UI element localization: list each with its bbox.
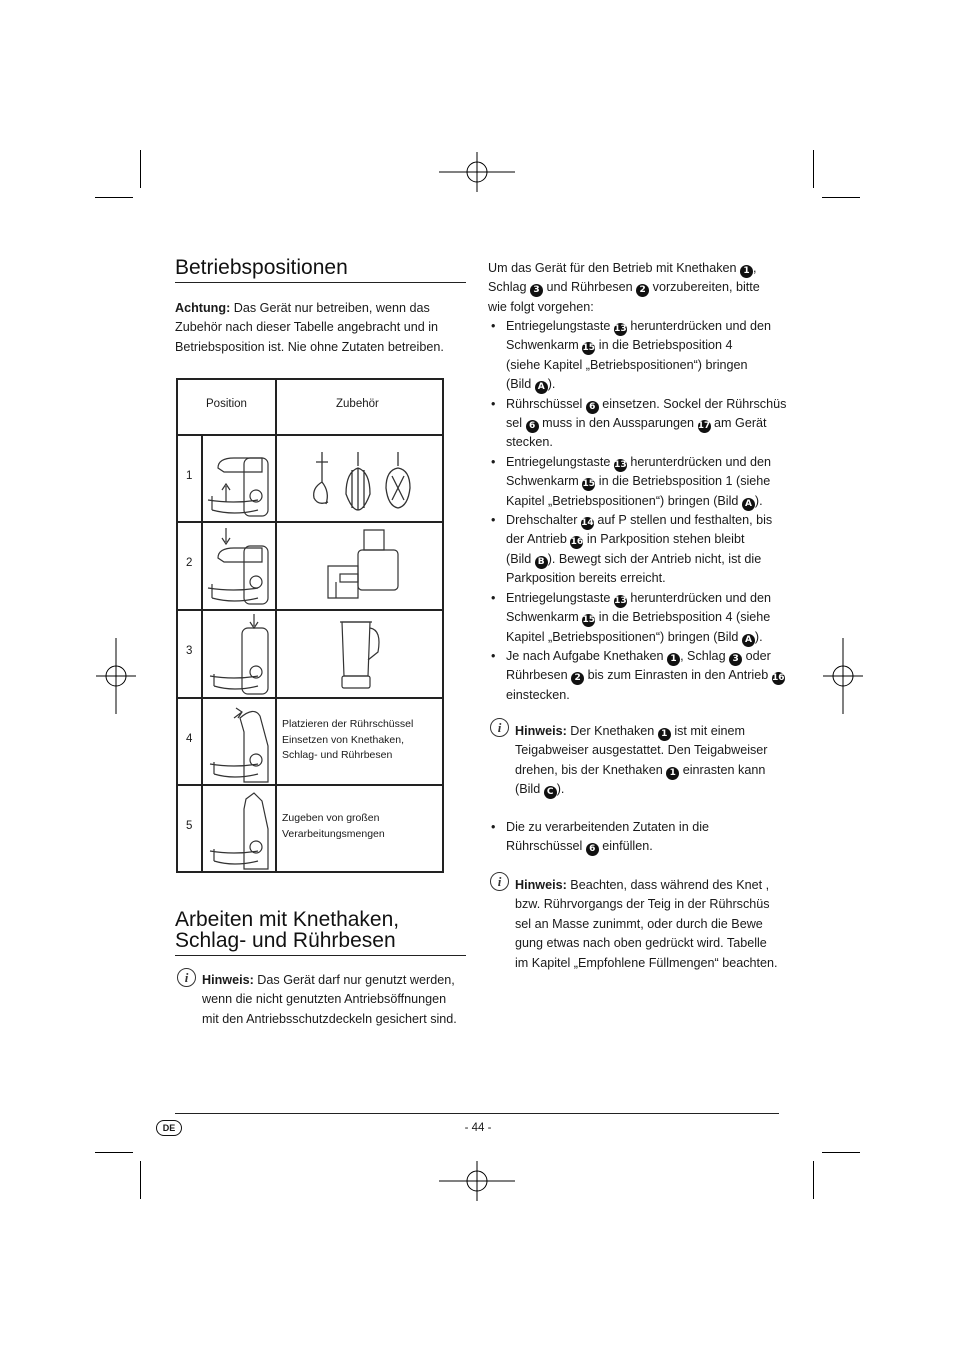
hinweis-paragraph <box>515 876 805 973</box>
ref-number: 17 <box>697 421 711 432</box>
text: Das Gerät darf nur genutzt werden, <box>257 973 455 987</box>
ref-number: 2 <box>636 284 649 297</box>
text: Zubehör nach dieser Tabelle angebracht und in <box>175 320 439 335</box>
text: Beachten, dass während des Knet , <box>570 878 770 892</box>
text: in Parkposition stehen bleibt <box>586 532 745 547</box>
ref-number: 1 <box>658 728 671 741</box>
page-number: - 44 - <box>464 1122 492 1134</box>
info-icon: i <box>490 872 509 891</box>
text: und Rührbesen <box>546 280 633 295</box>
text: Arbeiten mit Knethaken, <box>175 908 400 931</box>
text: , Schlag <box>680 648 726 663</box>
bullet: • <box>491 820 496 834</box>
bullet: • <box>491 396 496 411</box>
table-divider <box>275 380 277 871</box>
list-item <box>488 511 788 589</box>
hinweis-paragraph: Hinweis: Der Knethaken 1 ist mit einem Teigabweiser ausgestattet. Den Teigabweiser drehen, bis der Knethaken 1 einrasten kann (Bild C ). <box>515 722 805 800</box>
text: Das Gerät nur betreiben, wenn das <box>233 301 430 315</box>
text: herunterdrücken und den <box>630 454 772 469</box>
text: Der Knethaken <box>570 724 655 738</box>
text: Zugeben von großen <box>282 812 380 824</box>
text: bzw. Rührvorgangs der Teig in der Rührschüs <box>515 897 770 912</box>
ref-letter: C <box>544 786 557 799</box>
ref-number: 13 <box>614 459 627 470</box>
table-header-position: Position <box>206 398 247 410</box>
mixer-position-2-illustration <box>204 526 274 610</box>
text: oder <box>745 648 771 663</box>
text: herunterdrücken und den <box>630 590 772 605</box>
text: Kapitel „Betriebspositionen“) bringen (Bild <box>506 493 739 508</box>
text: herunterdrücken und den <box>630 319 772 333</box>
text: Je nach Aufgabe Knethaken <box>506 648 664 663</box>
ref-number: 6 <box>526 420 539 433</box>
text: gung etwas nach oben gedrückt wird. Tabelle <box>515 936 767 951</box>
text: einfüllen. <box>602 839 653 854</box>
ref-letter: B <box>535 556 548 569</box>
table-divider <box>178 434 442 436</box>
table-row-pos: 4 <box>186 733 193 745</box>
text: auf P stellen und festhalten, bis <box>597 513 773 528</box>
ref-number: 3 <box>729 653 742 666</box>
text: Entriegelungstaste <box>506 454 611 469</box>
title-rule <box>175 282 466 283</box>
text: im Kapitel „Empfohlene Füllmengen“ beachten. <box>515 955 778 970</box>
text: muss in den Aussparungen <box>542 416 695 431</box>
text: Entriegelungstaste <box>506 590 611 605</box>
ref-number: 6 <box>586 401 599 414</box>
section-title-arbeiten <box>175 909 399 951</box>
text: sel an Masse zunimmt, oder durch die Bewe <box>515 916 763 931</box>
ref-number: 13 <box>614 595 627 606</box>
text: Schlag <box>488 280 527 295</box>
ref-number: 1 <box>666 767 679 780</box>
text: in die Betriebsposition 4 (siehe <box>598 610 771 625</box>
text: Kapitel „Betriebspositionen“) bringen (Bild <box>506 629 739 644</box>
text: Um das Gerät für den Betrieb mit Knethaken <box>488 261 737 275</box>
steps-list <box>488 818 788 857</box>
achtung-label: Achtung: <box>175 301 231 315</box>
mixer-position-4-illustration <box>204 702 274 786</box>
ref-number: 15 <box>582 479 596 490</box>
ref-number: 13 <box>614 324 627 334</box>
mixer-position-3-illustration <box>204 614 274 698</box>
text: Schlag- und Rührbesen <box>282 749 393 762</box>
table-row-pos: 1 <box>186 470 193 482</box>
table-row-pos: 2 <box>186 557 193 569</box>
text: Schlag- und Rührbesen <box>175 929 396 952</box>
text: mit den Antriebsschutzdeckeln gesichert sind. <box>202 1011 457 1026</box>
list-item <box>488 647 788 705</box>
text: Rührschüssel <box>506 396 583 411</box>
text: wenn die nicht genutzten Antriebsöffnungen <box>202 992 447 1007</box>
text: einstecken. <box>506 687 570 702</box>
achtung-paragraph <box>175 299 475 357</box>
text: in die Betriebsposition 1 (siehe <box>598 474 771 489</box>
text: Betriebsposition ist. Nie ohne Zutaten betreiben. <box>175 339 444 354</box>
bullet: • <box>491 454 496 469</box>
section-title-betriebspositionen: Betriebspositionen <box>175 256 348 279</box>
hinweis-label: Hinweis: <box>515 724 567 738</box>
text: vorzubereiten, bitte <box>652 280 760 295</box>
table-row-text <box>282 717 413 764</box>
list-item <box>488 395 788 453</box>
text: Platzieren der Rührschüssel <box>282 718 414 730</box>
ref-number: 15 <box>582 615 596 626</box>
text: (Bild <box>506 377 532 392</box>
list-item: • Entriegelungstaste 13 herunterdrücken und den Schwenkarm 15 in die Betriebsposition 1 (siehe Kapitel „Betriebspositionen“) bringen (Bild A ). <box>491 454 772 509</box>
hinweis-label: Hinweis: <box>202 973 254 987</box>
text: einsetzen. Sockel der Rührschüs <box>602 396 787 411</box>
info-icon: i <box>177 968 196 987</box>
footer-rule <box>175 1113 779 1114</box>
mixer-position-5-illustration <box>204 789 274 873</box>
operating-positions-table <box>176 378 444 873</box>
table-header-zubehoer: Zubehör <box>336 398 379 410</box>
list-item: • Entriegelungstaste 13 herunterdrücken und den Schwenkarm 15 in die Betriebsposition 4 (siehe Kapitel „Betriebspositionen“) bringen (Bild A ). <box>488 317 788 395</box>
text: (Bild <box>515 782 541 797</box>
ref-number: 14 <box>581 518 594 529</box>
bullet: • <box>491 319 496 333</box>
ref-number: 16 <box>570 537 584 548</box>
text: ). Bewegt sich der Antrieb nicht, ist die <box>547 551 762 566</box>
ref-number: 16 <box>771 673 785 684</box>
slicer-attachment-illustration <box>318 528 408 604</box>
bullet: • <box>491 513 496 528</box>
list-item <box>488 818 788 857</box>
intro-paragraph: Um das Gerät für den Betrieb mit Knethaken 1 , Schlag 3 und Rührbesen 2 vorzubereiten, bitte wie folgt vorgehen: <box>488 259 788 317</box>
ref-number: 1 <box>667 653 680 666</box>
blender-jug-illustration <box>330 616 390 696</box>
text: (Bild <box>506 551 532 566</box>
text: bis zum Einrasten in den Antrieb <box>587 668 769 683</box>
info-icon: i <box>490 718 509 737</box>
language-badge: DE <box>156 1120 182 1136</box>
ref-number: 3 <box>530 284 543 297</box>
bullet: • <box>491 590 496 605</box>
text: Parkposition bereits erreicht. <box>506 571 666 586</box>
text: Schwenkarm <box>506 474 579 489</box>
text: Schwenkarm <box>506 338 579 353</box>
text: sel <box>506 416 523 431</box>
table-divider <box>201 435 203 871</box>
text: Entriegelungstaste <box>506 319 611 333</box>
text: der Antrieb <box>506 532 567 547</box>
ref-letter: A <box>742 634 755 647</box>
text: (siehe Kapitel „Betriebspositionen“) bringen <box>506 357 748 372</box>
ref-number: 1 <box>740 265 753 278</box>
text: wie folgt vorgehen: <box>488 299 594 314</box>
text: in die Betriebsposition 4 <box>598 338 733 353</box>
text: Schwenkarm <box>506 610 579 625</box>
ref-number: 2 <box>571 672 584 685</box>
bullet: • <box>491 648 496 663</box>
text: Die zu verarbeitenden Zutaten in die <box>506 820 710 834</box>
text: Drehschalter <box>506 513 578 528</box>
ref-letter: A <box>535 381 548 394</box>
text: Rührschüssel <box>506 839 583 854</box>
text: Rührbesen <box>506 668 568 683</box>
hinweis-paragraph <box>202 971 472 1029</box>
text: Verarbeitungsmengen <box>282 827 385 840</box>
ref-number: 15 <box>582 343 596 354</box>
title-rule <box>175 955 466 956</box>
table-row-pos: 3 <box>186 645 193 657</box>
text: stecken. <box>506 435 553 450</box>
table-row-pos: 5 <box>186 820 193 832</box>
mixer-position-1-illustration <box>204 438 274 522</box>
ref-letter: A <box>742 498 755 511</box>
text: ist mit einem <box>674 724 745 738</box>
table-row-text <box>282 811 385 842</box>
text: Einsetzen von Knethaken, <box>282 733 405 746</box>
text: einrasten kann <box>682 762 766 777</box>
kneading-hook-whisk-beater-illustration <box>308 448 418 518</box>
text: am Gerät <box>714 416 767 431</box>
hinweis-label: Hinweis: <box>515 878 567 892</box>
ref-number: 6 <box>586 843 599 856</box>
list-item: • Entriegelungstaste 13 herunterdrücken und den Schwenkarm 15 in die Betriebsposition 4 (siehe Kapitel „Betriebspositionen“) bringen (Bild A ). <box>491 590 772 645</box>
text: Teigabweiser ausgestattet. Den Teigabweiser <box>515 743 768 758</box>
text: drehen, bis der Knethaken <box>515 762 663 777</box>
steps-list <box>488 317 788 705</box>
